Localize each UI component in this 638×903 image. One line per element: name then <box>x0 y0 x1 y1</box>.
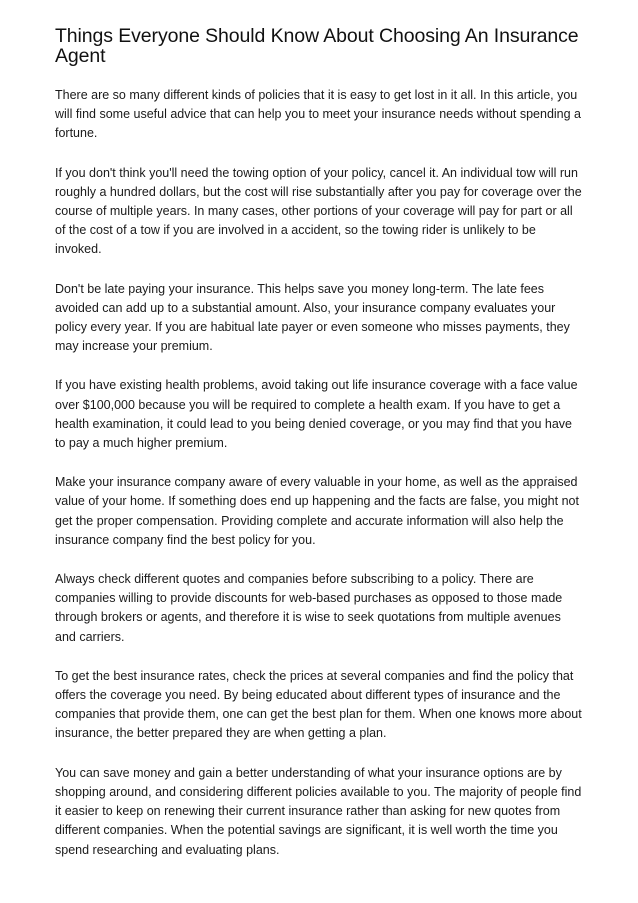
paragraph-late-payment: Don't be late paying your insurance. This helps save you money long-term. The late fees avoided can add up to a substantial amount. Also, your insurance company evaluates your policy every year. If you are habitual late payer or even someone who misses payments, they may increase your premium. <box>55 281 570 354</box>
paragraph-towing: If you don't think you'll need the towing option of your policy, cancel it. An individual tow will run roughly a hundred dollars, but the cost will rise substantially after you pay for coverage over the course of multiple years. In many cases, other portions of your coverage will pay for part or all of the cost of a tow if you are involved in a accident, so the towing rider is unlikely to be invoked. <box>55 165 582 257</box>
paragraph-health: If you have existing health problems, avoid taking out life insurance coverage with a face value over $100,000 because you will be required to complete a health exam. If you have to get a health examination, it could lead to you being denied coverage, or you may find that you have to pay a much higher premium. <box>55 378 578 451</box>
paragraph-best-rates: To get the best insurance rates, check the prices at several companies and find the policy that offers the coverage you need. By being educated about different types of insurance and the companies that provide them, one can get the best plan for them. When one knows more about insurance, the better prepared they are when getting a plan. <box>55 668 582 741</box>
document-title: Things Everyone Should Know About Choosing An Insurance Agent <box>55 25 579 67</box>
paragraph-intro: There are so many different kinds of policies that it is easy to get lost in it all. In this article, you will find some useful advice that can help you to meet your insurance needs without spending a fortune. <box>55 88 582 141</box>
paragraph-quotes: Always check different quotes and companies before subscribing to a policy. There are companies willing to provide discounts for web-based purchases as opposed to those made through brokers or agents, and therefore it is wise to seek quotations from multiple avenues and carriers. <box>55 572 563 644</box>
paragraph-save-money: You can save money and gain a better understanding of what your insurance options are by shopping around, and considering different policies available to you. The majority of people find it easier to keep on renewing their current insurance rather than asking for new quotes from different companies. When the potential savings are significant, it is well worth the time you spend researching and evaluating plans. <box>55 765 582 857</box>
document-page <box>55 26 585 880</box>
paragraph-valuables: Make your insurance company aware of every valuable in your home, as well as the appraised value of your home. If something does end up happening and the facts are false, you might not get the proper compensation. Providing complete and accurate information will also help the insurance company find the best policy for you. <box>55 475 579 547</box>
